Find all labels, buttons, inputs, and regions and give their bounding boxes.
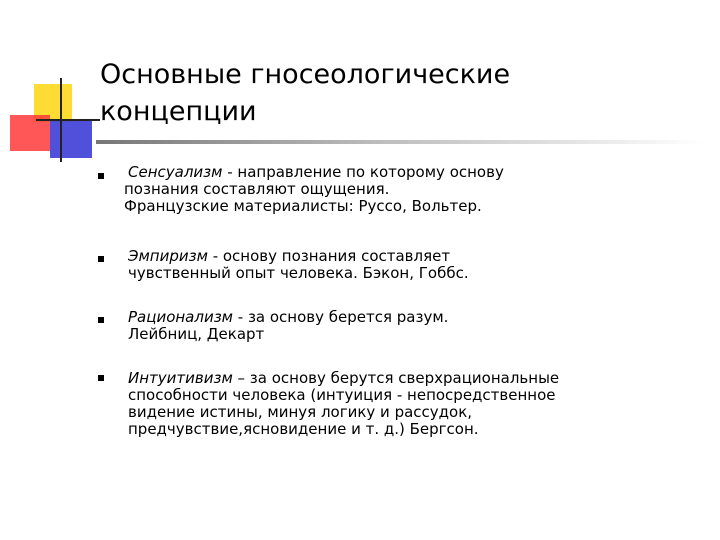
list-item bbox=[118, 370, 618, 438]
list-item-line: видение истины, минуя логику и рассудок, bbox=[128, 403, 473, 421]
list-item-line: способности человека (интуиция - непосредственное bbox=[128, 386, 556, 404]
list-item-line: чувственный опыт человека. Бэкон, Гоббс. bbox=[128, 264, 469, 282]
list-item-text: - за основу берется разум. bbox=[233, 308, 449, 326]
slide-title bbox=[100, 56, 510, 130]
list-item-line: Французские материалисты: Руссо, Вольтер. bbox=[124, 197, 482, 215]
list-item-text: – за основу берутся сверхрациональные bbox=[232, 369, 560, 387]
list-item-line: предчувствие,ясновидение и т. д.) Бергсон. bbox=[128, 420, 479, 438]
term-sensualism: Сенсуализм bbox=[128, 163, 223, 181]
list-item-text: - направление по которому основу bbox=[222, 163, 504, 181]
list-item-line bbox=[118, 309, 618, 326]
bullet-square-icon bbox=[98, 375, 104, 381]
term-empiricism: Эмпиризм bbox=[128, 247, 208, 265]
bullet-square-icon bbox=[98, 173, 104, 179]
list-item-text: - основу познания составляет bbox=[207, 247, 451, 265]
term-rationalism: Рационализм bbox=[128, 308, 233, 326]
title-underline-rule bbox=[96, 140, 706, 144]
list-item bbox=[118, 164, 618, 215]
slide-title-line-2: концепции bbox=[100, 96, 257, 127]
bullet-square-icon bbox=[98, 317, 104, 323]
term-intuitivism: Интуитивизм bbox=[128, 369, 233, 387]
list-item-line: познания составляют ощущения. bbox=[124, 180, 390, 198]
list-item-line bbox=[118, 248, 618, 265]
decor-blue-square bbox=[50, 120, 92, 158]
slide-title-line-1: Основные гносеологические bbox=[100, 59, 511, 90]
decor-horizontal-line bbox=[36, 119, 100, 121]
list-item-line bbox=[118, 370, 618, 387]
list-item-line: Лейбниц, Декарт bbox=[128, 325, 265, 343]
list-item bbox=[118, 309, 618, 343]
bullet-square-icon bbox=[98, 256, 104, 262]
list-item-line bbox=[118, 164, 618, 181]
list-item bbox=[118, 248, 618, 282]
